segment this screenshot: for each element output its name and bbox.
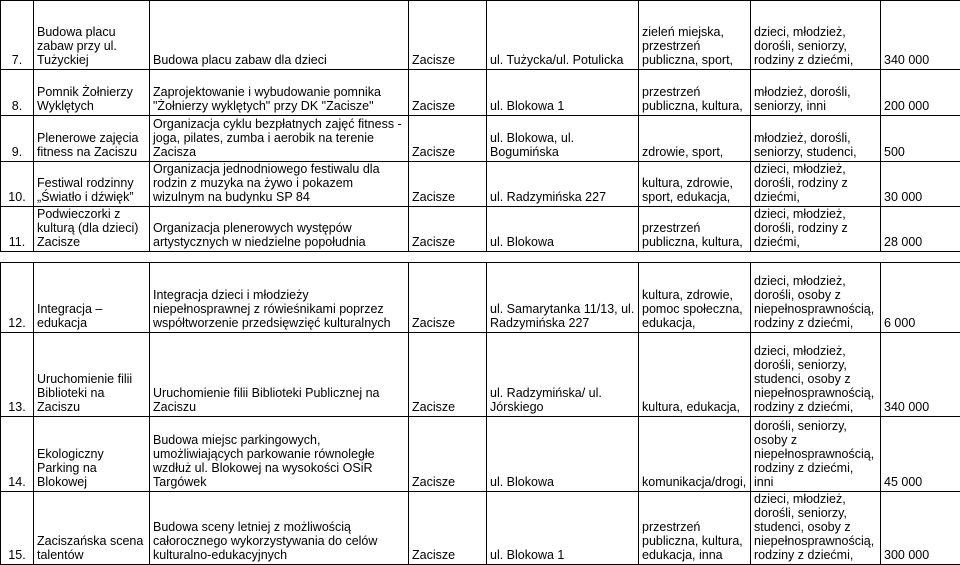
- project-district: Zacisze: [409, 1, 487, 70]
- project-description: Uruchomienie filii Biblioteki Publicznej na Zaciszu: [150, 333, 409, 417]
- project-name: Budowa placu zabaw przy ul. Tużyckiej: [34, 1, 150, 70]
- project-recipients: dzieci, młodzież, dorośli, seniorzy, studenci, osoby z niepełnosprawnością, rodziny z dziećmi,: [751, 333, 881, 417]
- project-district: Zacisze: [409, 207, 487, 252]
- project-district: Zacisze: [409, 333, 487, 417]
- row-number: 13.: [1, 333, 34, 417]
- row-number: 7.: [1, 1, 34, 70]
- project-location: ul. Tużycka/ul. Potulicka: [487, 1, 639, 70]
- project-name: Zaciszańska scena talentów: [34, 492, 150, 565]
- project-area: kultura, edukacja,: [639, 333, 751, 417]
- project-cost: 30 000: [881, 162, 960, 207]
- project-cost: 340 000: [881, 1, 960, 70]
- project-name: Uruchomienie filii Biblioteki na Zaciszu: [34, 333, 150, 417]
- project-cost: 6 000: [881, 263, 960, 333]
- row-number: 9.: [1, 116, 34, 162]
- project-name: Integracja – edukacja: [34, 263, 150, 333]
- project-area: przestrzeń publiczna, kultura,: [639, 70, 751, 116]
- project-district: Zacisze: [409, 116, 487, 162]
- project-area: kultura, zdrowie, pomoc społeczna, edukacja,: [639, 263, 751, 333]
- project-recipients: dzieci, młodzież, dorośli, seniorzy, rodziny z dziećmi,: [751, 1, 881, 70]
- project-cost: 300 000: [881, 492, 960, 565]
- project-recipients: dorośli, seniorzy, osoby z niepełnosprawnością, rodziny z dziećmi, inni: [751, 417, 881, 492]
- project-description: Budowa miejsc parkingowych, umożliwiających parkowanie równoległe wzdłuż ul. Blokowej na wysokości OSiR Targówek: [150, 417, 409, 492]
- project-district: Zacisze: [409, 263, 487, 333]
- project-name: Ekologiczny Parking na Blokowej: [34, 417, 150, 492]
- project-location: ul. Radzymińska/ ul. Jórskiego: [487, 333, 639, 417]
- project-cost: 200 000: [881, 70, 960, 116]
- project-recipients: młodzież, dorośli, seniorzy, studenci,: [751, 116, 881, 162]
- project-name: Festiwal rodzinny „Światło i dźwięk”: [34, 162, 150, 207]
- project-location: ul. Radzymińska 227: [487, 162, 639, 207]
- project-location: ul. Samarytanka 11/13, ul. Radzymińska 227: [487, 263, 639, 333]
- project-area: zdrowie, sport,: [639, 116, 751, 162]
- project-cost: 28 000: [881, 207, 960, 252]
- project-description: Organizacja plenerowych występów artystycznych w niedzielne popołudnia: [150, 207, 409, 252]
- project-area: przestrzeń publiczna, kultura, edukacja, inna: [639, 492, 751, 565]
- table-row: [1, 116, 960, 162]
- project-area: kultura, zdrowie, sport, edukacja,: [639, 162, 751, 207]
- project-recipients: dzieci, młodzież, dorośli, rodziny z dziećmi,: [751, 207, 881, 252]
- table-row: [1, 1, 960, 70]
- project-district: Zacisze: [409, 70, 487, 116]
- project-description: Organizacja jednodniowego festiwalu dla rodzin z muzyka na żywo i pokazem wizulnym na budynku SP 84: [150, 162, 409, 207]
- project-name: Pomnik Żołnierzy Wyklętych: [34, 70, 150, 116]
- project-recipients: dzieci, młodzież, dorośli, osoby z niepełnosprawnością, rodziny z dziećmi,: [751, 263, 881, 333]
- project-recipients: dzieci, młodzież, dorośli, seniorzy, studenci, osoby z niepełnosprawnością, rodziny z dziećmi,: [751, 492, 881, 565]
- table-gap: [1, 252, 960, 263]
- row-number: 12.: [1, 263, 34, 333]
- table-row: [1, 263, 960, 333]
- project-area: przestrzeń publiczna, kultura,: [639, 207, 751, 252]
- table-gap-cell: [1, 252, 960, 263]
- project-area: zieleń miejska, przestrzeń publiczna, sport,: [639, 1, 751, 70]
- project-district: Zacisze: [409, 162, 487, 207]
- table-row: [1, 492, 960, 565]
- row-number: 14.: [1, 417, 34, 492]
- project-area: komunikacja/drogi,: [639, 417, 751, 492]
- project-location: ul. Blokowa, ul. Bogumińska: [487, 116, 639, 162]
- table-row: [1, 70, 960, 116]
- project-description: Budowa placu zabaw dla dzieci: [150, 1, 409, 70]
- table-row: [1, 162, 960, 207]
- project-cost: 45 000: [881, 417, 960, 492]
- row-number: 10.: [1, 162, 34, 207]
- project-district: Zacisze: [409, 417, 487, 492]
- row-number: 15.: [1, 492, 34, 565]
- project-cost: 340 000: [881, 333, 960, 417]
- project-description: Organizacja cyklu bezpłatnych zajęć fitness - joga, pilates, zumba i aerobik na terenie Zacisza: [150, 116, 409, 162]
- table-row: [1, 333, 960, 417]
- project-location: ul. Blokowa: [487, 207, 639, 252]
- project-name: Podwieczorki z kulturą (dla dzieci) Zacisze: [34, 207, 150, 252]
- project-name: Plenerowe zajęcia fitness na Zaciszu: [34, 116, 150, 162]
- project-recipients: dzieci, młodzież, dorośli, rodziny z dziećmi,: [751, 162, 881, 207]
- project-district: Zacisze: [409, 492, 487, 565]
- table-row: [1, 417, 960, 492]
- row-number: 8.: [1, 70, 34, 116]
- row-number: 11.: [1, 207, 34, 252]
- table-row: [1, 207, 960, 252]
- project-location: ul. Blokowa 1: [487, 492, 639, 565]
- project-description: Budowa sceny letniej z możliwością całorocznego wykorzystywania do celów kulturalno-edukacyjnych: [150, 492, 409, 565]
- project-description: Zaprojektowanie i wybudowanie pomnika "Żołnierzy wyklętych" przy DK "Zacisze": [150, 70, 409, 116]
- project-location: ul. Blokowa 1: [487, 70, 639, 116]
- project-location: ul. Blokowa: [487, 417, 639, 492]
- project-description: Integracja dzieci i młodzieży niepełnosprawnej z rówieśnikami poprzez współtworzenie przedsięwzięć kulturalnych: [150, 263, 409, 333]
- project-cost: 500: [881, 116, 960, 162]
- project-recipients: młodzież, dorośli, seniorzy, inni: [751, 70, 881, 116]
